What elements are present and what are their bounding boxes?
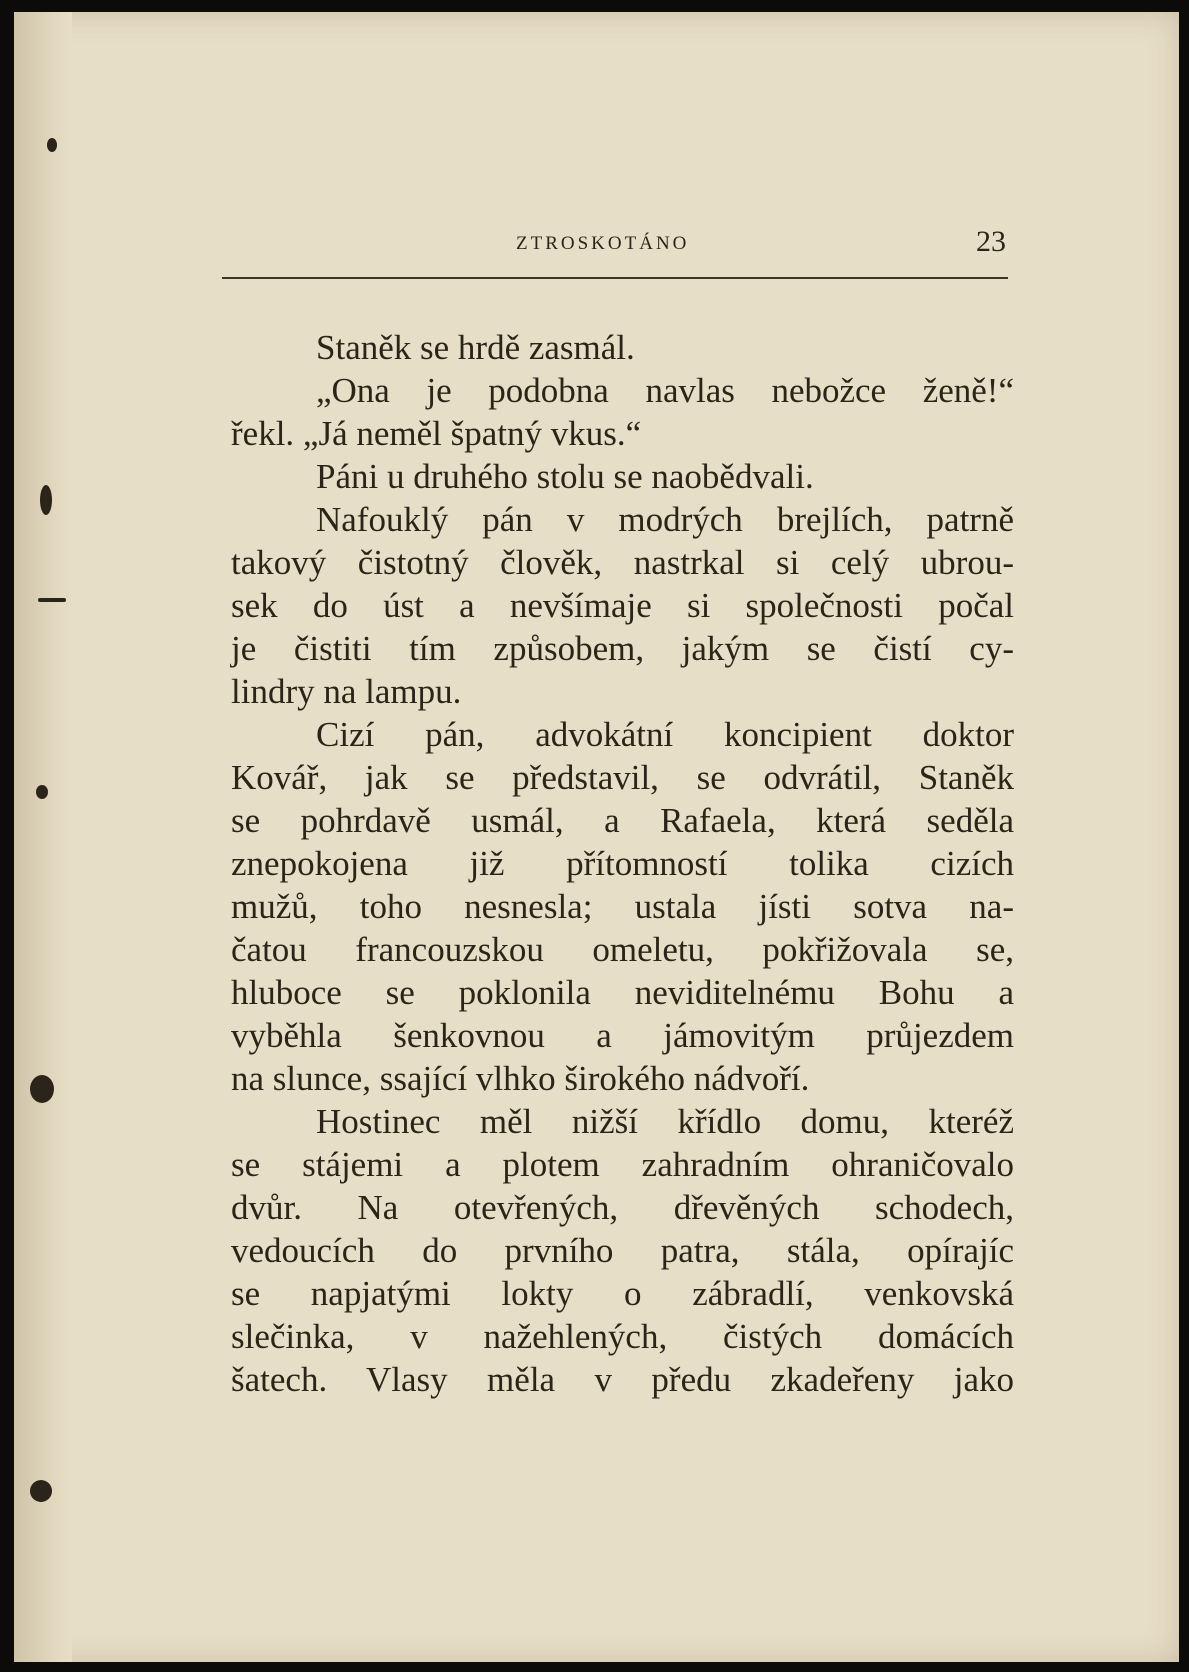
text-line: šatech. Vlasy měla v předu zkadeřeny jako: [231, 1360, 1014, 1399]
text-line: se pohrdavě usmál, a Rafaela, která seděla: [231, 801, 1014, 840]
text-line: „Ona je podobna navlas nebožce ženě!“: [316, 371, 1014, 410]
text-line: vedoucích do prvního patra, stála, opírajíc: [231, 1231, 1014, 1270]
binding-stain: [40, 485, 52, 515]
binding-stain: [47, 138, 57, 152]
text-line: takový čistotný člověk, nastrkal si celý ubrou-: [231, 543, 1014, 582]
text-line: hluboce se poklonila neviditelnému Bohu a: [231, 973, 1014, 1012]
body-text: [231, 326, 1014, 1401]
page-gutter: [14, 12, 72, 1662]
text-line: vyběhla šenkovnou a jámovitým průjezdem: [231, 1016, 1014, 1055]
text-line: čatou francouzskou omeletu, pokřižovala se,: [231, 930, 1014, 969]
text-line: Nafouklý pán v modrých brejlích, patrně: [316, 500, 1014, 539]
page-number: 23: [976, 225, 1006, 258]
text-line: slečinka, v nažehlených, čistých domácích: [231, 1317, 1014, 1356]
text-line: dvůr. Na otevřených, dřevěných schodech,: [231, 1188, 1014, 1227]
text-line: Cizí pán, advokátní koncipient doktor: [316, 715, 1014, 754]
page-header: [224, 225, 1008, 265]
text-line: je čistiti tím způsobem, jakým se čistí cy-: [231, 629, 1014, 668]
text-line: Páni u druhého stolu se naobědvali.: [316, 457, 814, 496]
text-line: sek do úst a nevšímaje si společnosti počal: [231, 586, 1014, 625]
binding-stain: [30, 1480, 52, 1502]
text-line: lindry na lampu.: [231, 672, 462, 711]
text-line: řekl. „Já neměl špatný vkus.“: [231, 414, 642, 453]
binding-stain: [36, 785, 48, 799]
text-line: mužů, toho nesnesla; ustala jísti sotva na-: [231, 887, 1014, 926]
text-line: Kovář, jak se představil, se odvrátil, Staněk: [231, 758, 1014, 797]
text-line: se napjatými lokty o zábradlí, venkovská: [231, 1274, 1014, 1313]
header-rule: [222, 277, 1008, 279]
binding-stain: [30, 1075, 54, 1103]
binding-stain: [38, 598, 66, 602]
text-line: Staněk se hrdě zasmál.: [316, 328, 635, 367]
running-title: ZTROSKOTÁNO: [516, 233, 690, 254]
text-line: znepokojena již přítomností tolika cizích: [231, 844, 1014, 883]
text-line: se stájemi a plotem zahradním ohraničovalo: [231, 1145, 1014, 1184]
text-line: na slunce, ssající vlhko širokého nádvoří.: [231, 1059, 810, 1098]
text-line: Hostinec měl nižší křídlo domu, kteréž: [316, 1102, 1014, 1141]
